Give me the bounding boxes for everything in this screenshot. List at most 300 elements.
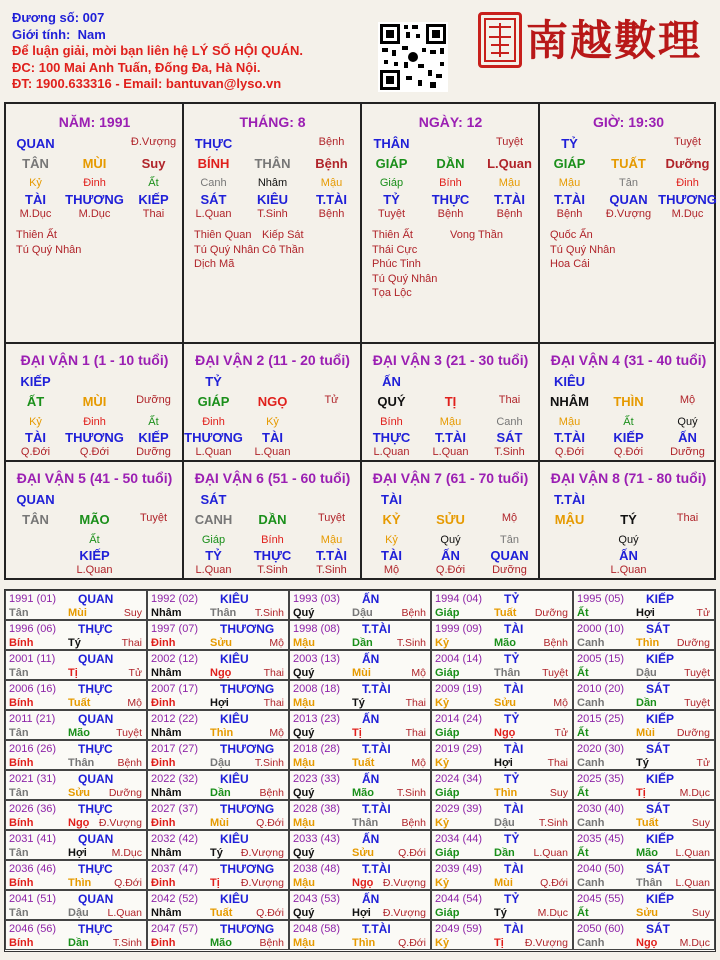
year-branch: Sửu [636,907,659,919]
pillar-gods-0: TỶ [561,136,578,151]
luck-hidden-gods [362,430,539,445]
year-god: THỰC [78,742,113,756]
year-cell [573,740,715,770]
luck-main [362,394,539,409]
year-god: QUAN [78,652,114,666]
luck-states [6,446,183,458]
luck-title: ĐẠI VẬN 1 (1 - 10 tuổi) [20,352,169,368]
year-god: THƯƠNG [220,622,275,636]
pillar-hidden-gods-0: SÁT [200,192,227,207]
year-god: T.TÀI [362,622,391,636]
year-state: L.Quan [533,847,568,859]
luck-main-2: Tử [324,394,339,406]
year-state: L.Quan [675,847,710,859]
year-cell [147,650,289,680]
luck-main [540,394,717,409]
star-item: Tú Quý Nhân [550,243,616,256]
luck-main-0: QUÝ [377,394,406,409]
year-state: Đ.Vượng [382,907,426,919]
luck-states-2: Dưỡng [136,446,171,458]
year-state: M.Dục [679,937,710,949]
year-stem: Quý [293,787,315,799]
luck-main-0: NHÂM [550,394,589,409]
luck-states-1: Q.Đới [435,564,466,576]
luck-hidden-1: Quý [440,534,461,546]
year-stem: Giáp [435,727,460,739]
luck-god-2 [302,374,361,389]
luck-main-1: THÌN [613,394,644,409]
star-item: Thiên Quan [194,229,252,241]
pillar-hidden-gods-2: T.TÀI [315,192,348,207]
pillar-hidden-2: Mậu [498,177,521,189]
year-label: 2019 (29) [435,743,483,755]
year-state: Mộ [411,757,426,769]
year-god: KIẾP [646,892,675,906]
luck-god [540,492,717,507]
year-cell [431,680,573,710]
pillar-gods-2: Tuyệt [673,136,702,148]
pillar-gods [362,136,539,151]
pillar-main-0: TÂN [22,156,49,171]
luck-states-2: T.Sinh [316,564,347,576]
star-item: Phúc Tinh [372,258,421,270]
pillar-hidden-gods-2: KIẾP [138,192,169,207]
pillar-hidden-2: Mậu [320,177,343,189]
year-label: 2038 (48) [293,863,341,875]
luck-god-2 [124,374,183,389]
luck-hidden-gods-2: SÁT [496,430,523,445]
year-stem: Đinh [151,937,176,949]
year-stem: Giáp [435,907,460,919]
contact-line-2: ĐC: 100 Mai Anh Tuấn, Đống Đa, Hà Nội. [12,59,261,75]
year-state: Tử [554,727,568,739]
year-branch: Tuất [352,757,375,769]
year-cell [289,890,431,920]
year-state: Suy [549,787,568,799]
luck-hidden-gods-1: THƯƠNG [65,430,124,445]
luck-god [6,374,183,389]
year-stem: Canh [577,817,605,829]
luck-states-0: Q.Đới [20,446,51,458]
year-stem: Bính [9,817,34,829]
luck-hidden-1: Mậu [439,416,462,428]
luck-hidden-1: Ất [89,534,100,546]
year-stem: Tân [9,667,29,679]
year-state: Tử [128,667,142,679]
luck-states-2 [302,446,361,458]
year-label: 2045 (55) [577,893,625,905]
year-state: T.Sinh [396,787,426,799]
pillar-title: GIỜ: 19:30 [592,114,665,130]
luck-main-2: Tuyệt [139,512,168,524]
year-god: T.TÀI [362,682,391,696]
luck-states-2: Dưỡng [670,446,705,458]
year-cell [147,620,289,650]
star-item: Quốc Ấn [550,229,593,241]
year-stem: Ất [577,607,589,619]
year-god: TÀI [504,622,524,636]
year-cell [147,890,289,920]
year-branch: Tý [494,907,507,919]
year-label: 1993 (03) [293,593,341,605]
year-state: Q.Đới [540,877,568,889]
year-stem: Quý [293,667,315,679]
luck-hidden-gods-2: T.TÀI [315,548,348,563]
pillar-hidden-1: Nhâm [257,177,288,189]
year-branch: Tuất [636,817,659,829]
year-stem: Ất [577,667,589,679]
pillar-stars [194,228,259,272]
pillar-hidden-gods-0: TỶ [383,192,400,207]
contact-line-3: ĐT: 1900.633316 - Email: bantuvan@lyso.vn [12,76,282,91]
luck-hidden-gods-2 [124,548,183,563]
luck-cell [362,344,539,460]
luck-god-2 [658,492,717,507]
year-label: 2007 (17) [151,683,199,695]
luck-hidden-gods-1: KIẾP [613,430,644,445]
star-item: Kiếp Sát [262,229,304,241]
year-label: 2040 (50) [577,863,625,875]
year-god: TỶ [504,652,520,666]
pillar-cell [6,104,183,342]
year-branch: Mão [494,637,516,649]
luck-states [540,564,717,576]
year-label: 1999 (09) [435,623,483,635]
year-branch: Tý [68,637,81,649]
year-cell [5,740,147,770]
pillar-main-0: BÍNH [197,156,230,171]
pillar-gods-1 [243,136,302,151]
luck-states-1: Q.Đới [613,446,644,458]
luck-states-1: T.Sinh [257,564,288,576]
pillar-hidden-gods-1: THỰC [431,192,470,207]
pillar-cell [540,104,717,342]
pillar-cell [184,104,361,342]
year-god: ẤN [362,832,380,846]
year-state: Q.Đới [114,877,142,889]
year-label: 2013 (23) [293,713,341,725]
year-state: Bệnh [543,637,568,649]
luck-hidden-1: Ất [623,416,634,428]
year-cell [5,920,147,950]
year-label: 2021 (31) [9,773,57,785]
luck-god-2 [302,492,361,507]
luck-main-1: NGỌ [257,394,288,409]
year-cell [289,680,431,710]
year-label: 2017 (27) [151,743,199,755]
year-stem: Mậu [293,757,315,769]
pillar-hidden-gods [6,192,183,207]
year-branch: Thìn [636,637,660,649]
pillar-gods-2: Đ.Vượng [130,136,177,148]
luck-cell [184,462,361,578]
year-branch: Sửu [68,787,91,799]
luck-title: ĐẠI VẬN 6 (51 - 60 tuổi) [194,470,351,486]
year-label: 2046 (56) [9,923,57,935]
luck-hidden-gods-0: THƯƠNG [184,430,243,445]
year-cell [573,620,715,650]
year-stem: Quý [293,847,315,859]
pillar-hidden-gods [540,192,717,207]
year-label: 2016 (26) [9,743,57,755]
luck-main-1: SỬU [436,512,465,527]
year-god: KIÊU [220,892,249,906]
year-branch: Thân [494,667,521,679]
luck-title: ĐẠI VẬN 2 (11 - 20 tuổi) [195,352,350,368]
year-label: 2033 (43) [293,833,341,845]
pillar-gods-2: Tuyệt [495,136,524,148]
year-branch: Thìn [352,937,376,949]
year-state: Dưỡng [676,637,710,649]
year-state: Bệnh [259,937,284,949]
year-branch: Mùi [636,727,655,739]
pillar-title: NGÀY: 12 [418,114,483,130]
luck-god [6,492,183,507]
pillar-gods-0: THỰC [194,136,233,151]
luck-hidden-gods-1: ẤN [441,548,460,563]
pillar-main [362,156,539,171]
year-label: 2048 (58) [293,923,341,935]
luck-hidden-0: Kỷ [385,534,398,546]
year-stem: Quý [293,907,315,919]
year-state: Dưỡng [534,607,568,619]
pillar-states-1: Bệnh [437,208,464,220]
year-branch: Tý [352,697,365,709]
year-state: Suy [691,907,710,919]
year-god: SÁT [646,802,670,816]
pillar-hidden-1: Đinh [83,177,106,189]
year-state: Mộ [127,697,142,709]
year-cell [289,830,431,860]
luck-hidden-1: Kỷ [266,416,279,428]
year-cell [573,830,715,860]
luck-hidden-2: Canh [496,416,523,428]
year-cell [431,740,573,770]
year-cell [573,710,715,740]
luck-god-0: TỶ [205,374,222,389]
star-item: Dịch Mã [194,258,235,270]
year-stem: Nhâm [151,607,182,619]
year-stem: Canh [577,697,605,709]
luck-main-2: Thai [498,394,521,406]
luck-hidden-0: Mậu [558,416,581,428]
luck-title: ĐẠI VẬN 3 (21 - 30 tuổi) [372,352,529,368]
year-branch: Dần [636,697,657,709]
year-cell [5,680,147,710]
luck-main-0: CANH [194,512,233,527]
pillar-gods-0: QUAN [16,136,55,151]
qr-code-icon[interactable] [378,22,448,92]
luck-hidden-gods [6,430,183,445]
year-state: Tử [696,607,710,619]
year-cell [147,770,289,800]
year-god: THỰC [78,802,113,816]
luck-main-1: MÙI [82,394,107,409]
luck-hidden-2 [124,534,183,546]
yearly-table [4,589,716,952]
pillar-hidden-gods-1: KIÊU [256,192,289,207]
year-state: Thai [263,697,284,709]
year-stem: Kỷ [435,937,450,949]
star-item: Hoa Cái [550,258,590,270]
year-god: ẤN [362,592,380,606]
luck-main [6,394,183,409]
luck-cell [362,462,539,578]
pillar-stars-2 [262,228,304,257]
year-stem: Mậu [293,697,315,709]
year-label: 2022 (32) [151,773,199,785]
luck-main-1: TÝ [620,512,637,527]
year-god: ẤN [362,772,380,786]
pillar-main-1: DẦN [436,156,465,171]
year-stem: Giáp [435,787,460,799]
luck-states-1: L.Quan [432,446,469,458]
year-state: Tử [696,757,710,769]
pillar-main [540,156,717,171]
luck-main [6,512,183,527]
year-label: 2003 (13) [293,653,341,665]
year-state: Bệnh [401,607,426,619]
pillar-main-2: L.Quan [487,156,532,171]
year-label: 2044 (54) [435,893,483,905]
year-stem: Giáp [435,847,460,859]
luck-states-2 [658,564,717,576]
year-state: Suy [123,607,142,619]
year-stem: Tân [9,847,29,859]
luck-states [184,446,361,458]
year-stem: Bính [9,757,34,769]
luck-god [362,374,539,389]
year-god: QUAN [78,772,114,786]
year-branch: Dậu [352,607,373,619]
year-state: Mộ [553,697,568,709]
year-god: THỰC [78,682,113,696]
year-cell [431,590,573,620]
pillar-states-1: M.Dục [78,208,111,220]
luck-hidden-0 [540,534,599,546]
contact-info [12,10,303,93]
year-state: Đ.Vượng [240,877,284,889]
year-label: 2043 (53) [293,893,341,905]
luck-god-1 [65,374,124,389]
year-branch: Dậu [636,667,657,679]
year-label: 2029 (39) [435,803,483,815]
year-cell [431,860,573,890]
year-branch: Mùi [210,817,229,829]
year-branch: Tuất [494,607,517,619]
luck-states-1: L.Quan [76,564,113,576]
luck-hidden-gods-2: ẤN [678,430,697,445]
year-branch: Mão [210,937,232,949]
luck-god-0: QUAN [16,492,55,507]
luck-hidden [184,416,361,428]
year-stem: Tân [9,727,29,739]
year-branch: Tị [210,877,220,889]
year-stem: Giáp [435,607,460,619]
year-god: TỶ [504,712,520,726]
year-cell [289,620,431,650]
year-stem: Bính [9,937,34,949]
pillar-main-2: Dưỡng [665,156,710,171]
luck-god-1 [243,492,302,507]
year-label: 2000 (10) [577,623,625,635]
year-stem: Ất [577,907,589,919]
year-god: KIÊU [220,832,249,846]
year-branch: Thân [68,757,95,769]
pillar-states-2: Bệnh [496,208,523,220]
year-state: Thai [263,667,284,679]
year-state: Q.Đới [256,907,284,919]
year-state: Q.Đới [398,937,426,949]
year-god: THƯƠNG [220,802,275,816]
year-state: Mộ [269,727,284,739]
luck-main [362,512,539,527]
luck-hidden-gods-0: THỰC [372,430,411,445]
year-branch: Sửu [210,637,233,649]
luck-hidden-gods-1: ẤN [619,548,638,563]
luck-god-2 [658,374,717,389]
year-cell [573,590,715,620]
luck-states-1: L.Quan [610,564,647,576]
luck-states [184,564,361,576]
luck-god-2 [124,492,183,507]
year-state: T.Sinh [254,607,284,619]
year-cell [5,860,147,890]
year-branch: Hợi [494,757,513,769]
luck-cell [184,344,361,460]
year-state: Tuyệt [684,697,710,709]
luck-main [184,512,361,527]
pillar-stars [16,228,81,257]
pillar-hidden-0: Kỷ [29,177,42,189]
pillar-states-0: L.Quan [195,208,232,220]
year-branch: Dậu [494,817,515,829]
luck-title: ĐẠI VẬN 8 (71 - 80 tuổi) [550,470,707,486]
year-branch: Sửu [494,697,517,709]
year-branch: Tị [636,787,646,799]
pillar-states-0: Tuyệt [377,208,406,220]
year-god: SÁT [646,682,670,696]
year-god: KIÊU [220,712,249,726]
luck-god [184,492,361,507]
year-cell [5,650,147,680]
year-stem: Bính [9,637,34,649]
luck-hidden-gods-0: T.TÀI [553,430,586,445]
year-branch: Mão [636,847,658,859]
year-state: Mộ [411,667,426,679]
year-stem: Ất [577,847,589,859]
pillar-hidden-0: Canh [200,177,227,189]
year-cell [431,650,573,680]
year-god: TÀI [504,922,524,936]
year-branch: Mùi [352,667,371,679]
year-state: Mộ [269,637,284,649]
year-branch: Ngọ [352,877,374,889]
year-branch: Dậu [68,907,89,919]
year-cell [289,740,431,770]
year-stem: Đinh [151,637,176,649]
luck-hidden-gods-1: THỰC [253,548,292,563]
pillar-hidden [540,177,717,189]
year-branch: Ngọ [210,667,232,679]
pillar-hidden-gods-0: T.TÀI [553,192,586,207]
year-stem: Tân [9,607,29,619]
year-branch: Dậu [210,757,231,769]
year-stem: Bính [9,697,34,709]
luck-hidden-gods-0 [6,548,65,563]
year-god: TỶ [504,772,520,786]
year-stem: Đinh [151,697,176,709]
